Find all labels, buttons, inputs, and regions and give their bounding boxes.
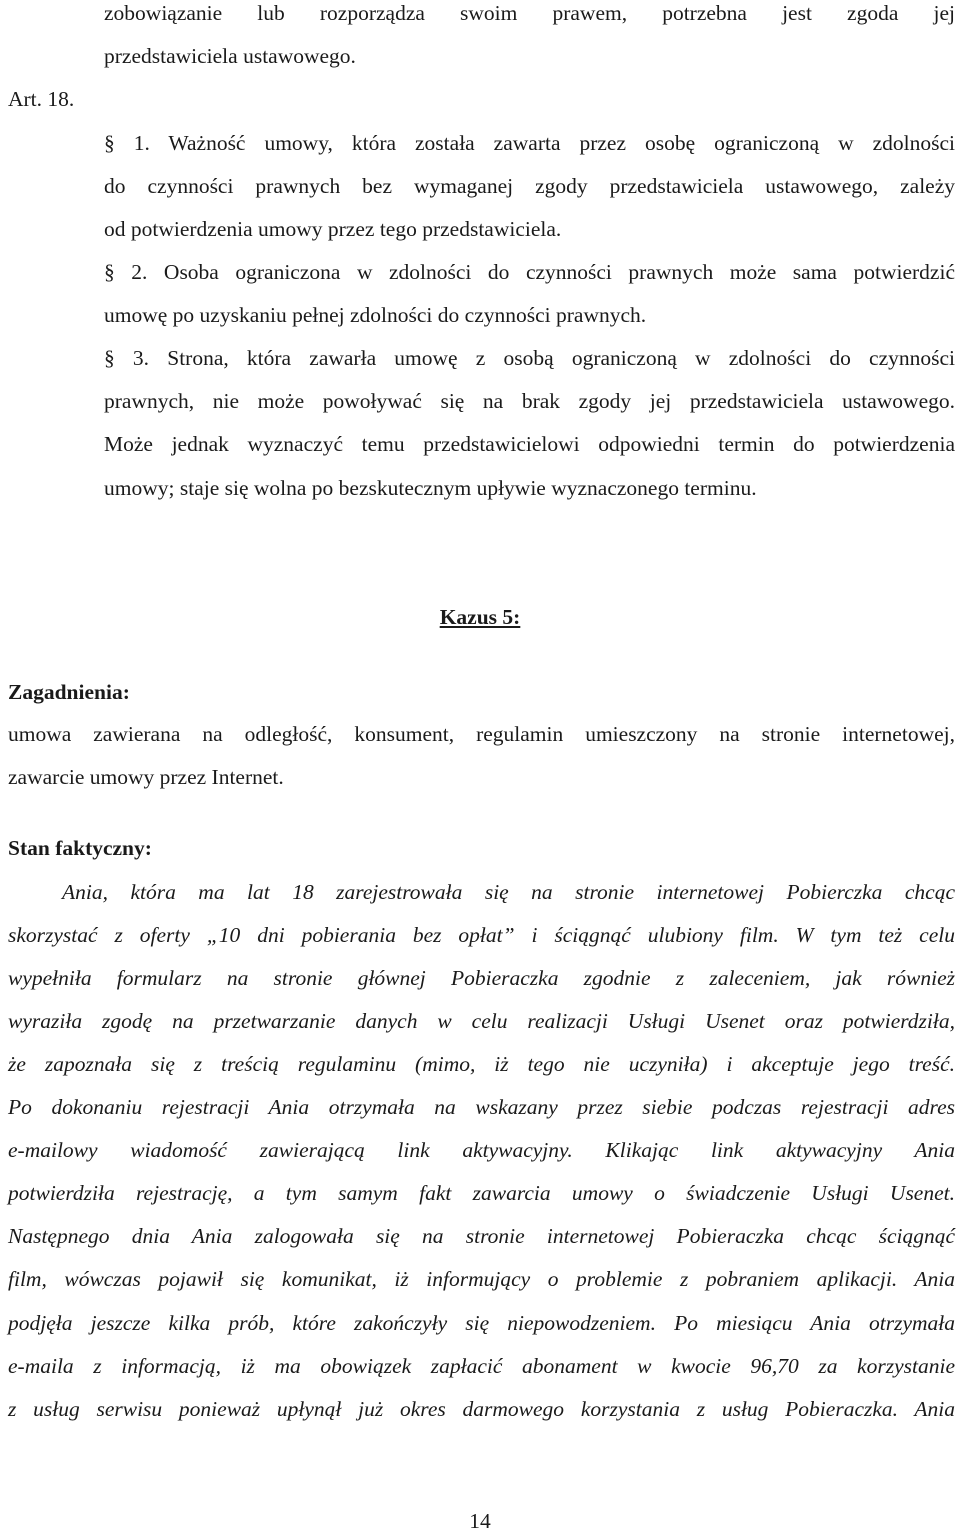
- page-number: 14: [469, 1509, 491, 1533]
- art18-p3-line-3: Może jednak wyznaczyć temu przedstawicielowi odpowiedni termin do potwierdzenia: [104, 432, 955, 456]
- facts-line-1: Ania, która ma lat 18 zarejestrowała się na stronie internetowej Pobierczka chcąc: [62, 880, 955, 904]
- issues-line-1: umowa zawierana na odległość, konsument, regulamin umieszczony na stronie internetowej,: [8, 722, 955, 746]
- facts-line-3: wypełniła formularz na stronie głównej Pobieraczka zgodnie z zaleceniem, jak również: [8, 966, 955, 990]
- art18-p1-line-2: do czynności prawnych bez wymaganej zgody przedstawiciela ustawowego, zależy: [104, 174, 955, 198]
- art17-line-1: zobowiązanie lub rozporządza swoim prawem, potrzebna jest zgoda jej: [104, 1, 955, 25]
- facts-line-6: Po dokonaniu rejestracji Ania otrzymała na wskazany przez siebie podczas rejestracji adres: [8, 1095, 955, 1119]
- facts-heading: Stan faktyczny:: [8, 836, 152, 860]
- art18-label: Art. 18.: [8, 87, 75, 111]
- facts-line-7: e-mailowy wiadomość zawierającą link aktywacyjny. Klikając link aktywacyjny Ania: [8, 1138, 955, 1162]
- facts-line-8: potwierdziła rejestrację, a tym samym fakt zawarcia umowy o świadczenie Usługi Usenet.: [8, 1181, 955, 1205]
- art18-p3-line-2: prawnych, nie może powoływać się na brak zgody jej przedstawiciela ustawowego.: [104, 389, 955, 413]
- art18-p1-line-3: od potwierdzenia umowy przez tego przedstawiciela.: [104, 217, 562, 241]
- facts-line-11: podjęła jeszcze kilka prób, które zakończyły się niepowodzeniem. Po miesiącu Ania otrzymała: [8, 1311, 955, 1335]
- facts-line-4: wyraziła zgodę na przetwarzanie danych w celu realizacji Usługi Usenet oraz potwierdziła,: [8, 1009, 955, 1033]
- art17-line-2: przedstawiciela ustawowego.: [104, 44, 356, 68]
- art18-p1-line-1: § 1. Ważność umowy, która została zawarta przez osobę ograniczoną w zdolności: [104, 131, 955, 155]
- facts-line-2: skorzystać z oferty „10 dni pobierania bez opłat” i ściągnąć ulubiony film. W tym też celu: [8, 923, 955, 947]
- art18-p2-line-1: § 2. Osoba ograniczona w zdolności do czynności prawnych może sama potwierdzić: [104, 260, 955, 284]
- case-title: Kazus 5:: [439, 605, 521, 629]
- issues-heading: Zagadnienia:: [8, 680, 130, 704]
- art18-p2-line-2: umowę po uzyskaniu pełnej zdolności do czynności prawnych.: [104, 303, 647, 327]
- issues-line-2: zawarcie umowy przez Internet.: [8, 765, 284, 789]
- art18-p3-line-1: § 3. Strona, która zawarła umowę z osobą ograniczoną w zdolności do czynności: [104, 346, 955, 370]
- art18-p3-line-4: umowy; staje się wolna po bezskutecznym upływie wyznaczonego terminu.: [104, 476, 757, 500]
- facts-line-12: e-maila z informacją, iż ma obowiązek zapłacić abonament w kwocie 96,70 za korzystanie: [8, 1354, 955, 1378]
- facts-line-9: Następnego dnia Ania zalogowała się na stronie internetowej Pobieraczka chcąc ściągnąć: [8, 1224, 955, 1248]
- facts-line-10: film, wówczas pojawił się komunikat, iż informujący o problemie z pobraniem aplikacji. Ania: [8, 1267, 955, 1291]
- facts-line-5: że zapoznała się z treścią regulaminu (mimo, iż tego nie uczyniła) i akceptuje jego treść.: [8, 1052, 955, 1076]
- facts-line-13: z usług serwisu ponieważ upłynął już okres darmowego korzystania z usług Pobieraczka. Ania: [8, 1397, 955, 1421]
